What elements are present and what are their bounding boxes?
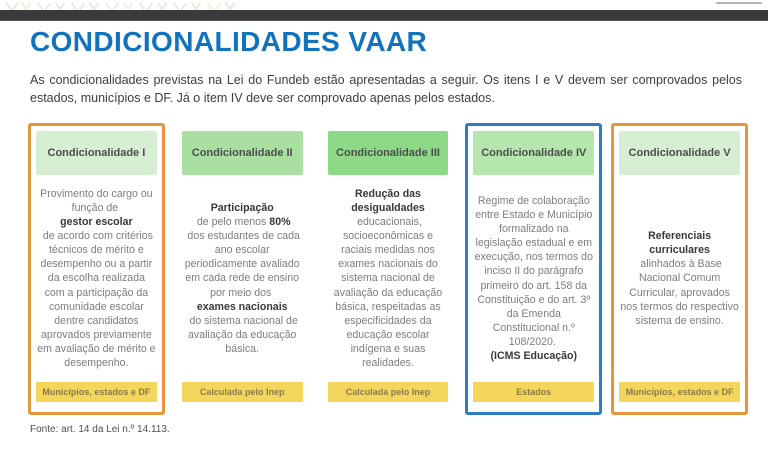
body-text: de acordo com critérios técnicos de mérito e desempenho ou a partir da escolha realizada com a participação da comunidade escolar dentre candidatos aprovados previamente em avaliação de mérito e desempenho. bbox=[37, 230, 159, 369]
intro-paragraph: As condicionalidades previstas na Lei do Fundeb estão apresentadas a seguir. Os itens I e V devem ser comprovados pelos estados, municípios e DF. Já o item IV deve ser comprovado apenas pelos estados. bbox=[30, 73, 742, 105]
body-text: do sistema nacional de avaliação da educação básica. bbox=[186, 314, 301, 355]
card-scope-badge: Municípios, estados e DF bbox=[619, 382, 740, 402]
body-text-bold: (ICMS Educação) bbox=[490, 349, 578, 362]
body-text: Regime de colaboração entre Estado e Município formalizado na legislação estadual e em execução, nos termos do inciso II do parágrafo primeiro do art. 158 da Constituição e do art. 3º da Emenda Constitucional n.º 108/2020. bbox=[474, 195, 596, 348]
body-text: alinhados à Base Nacional Comum Curricular, aprovados nos termos do respectivo sistema de ensino. bbox=[620, 258, 742, 327]
page-title: CONDICIONALIDADES VAAR bbox=[30, 26, 428, 57]
card-title: Condicionalidade II bbox=[182, 131, 303, 175]
card-body-text bbox=[182, 175, 303, 382]
card-scope-badge: Estados bbox=[473, 382, 594, 402]
top-dark-bar bbox=[0, 10, 768, 21]
cards-row bbox=[28, 123, 748, 415]
body-text-bold: 80% bbox=[269, 216, 291, 229]
card-title: Condicionalidade III bbox=[328, 131, 449, 175]
card-scope-badge: Calculada pelo Inep bbox=[328, 382, 449, 402]
card-scope-badge: Municípios, estados e DF bbox=[36, 382, 157, 402]
condicionalidade-card-3 bbox=[320, 123, 457, 415]
condicionalidade-card-5 bbox=[611, 123, 748, 415]
body-text: de pelo menos bbox=[193, 216, 270, 229]
card-body-text bbox=[36, 175, 157, 382]
body-text-bold: gestor escolar bbox=[60, 216, 133, 229]
body-text: dos estudantes de cada ano escolar periodicamente avaliado em cada rede de ensino por meio dos bbox=[184, 230, 303, 299]
body-text: Provimento do cargo ou função de bbox=[40, 187, 156, 215]
body-text-bold: exames nacionais bbox=[196, 300, 288, 313]
chevron-pattern-icon bbox=[0, 3, 235, 10]
body-text-bold: Redução das desigualdades bbox=[351, 187, 425, 215]
condicionalidade-card-1 bbox=[28, 123, 165, 415]
card-body-text bbox=[619, 175, 740, 382]
top-decor-strip bbox=[0, 0, 768, 10]
condicionalidade-card-4 bbox=[465, 123, 602, 415]
card-title: Condicionalidade V bbox=[619, 131, 740, 175]
card-body-text bbox=[328, 175, 449, 382]
illegible-fineprint bbox=[716, 2, 762, 4]
body-text: educacionais, socioeconômicas e raciais medidas nos exames nacionais do sistema nacional de avaliação da educação básica, respeitadas as especificidades da educação escolar indígena e suas realidades. bbox=[333, 216, 446, 369]
card-body-text bbox=[473, 175, 594, 382]
body-text-bold: Referenciais curriculares bbox=[648, 230, 715, 257]
card-scope-badge: Calculada pelo Inep bbox=[182, 382, 303, 402]
condicionalidade-card-2 bbox=[174, 123, 311, 415]
card-title: Condicionalidade IV bbox=[473, 131, 594, 175]
body-text-bold: Participação bbox=[210, 202, 274, 215]
card-title: Condicionalidade I bbox=[36, 131, 157, 175]
source-note: Fonte: art. 14 da Lei n.º 14.113. bbox=[30, 424, 170, 435]
